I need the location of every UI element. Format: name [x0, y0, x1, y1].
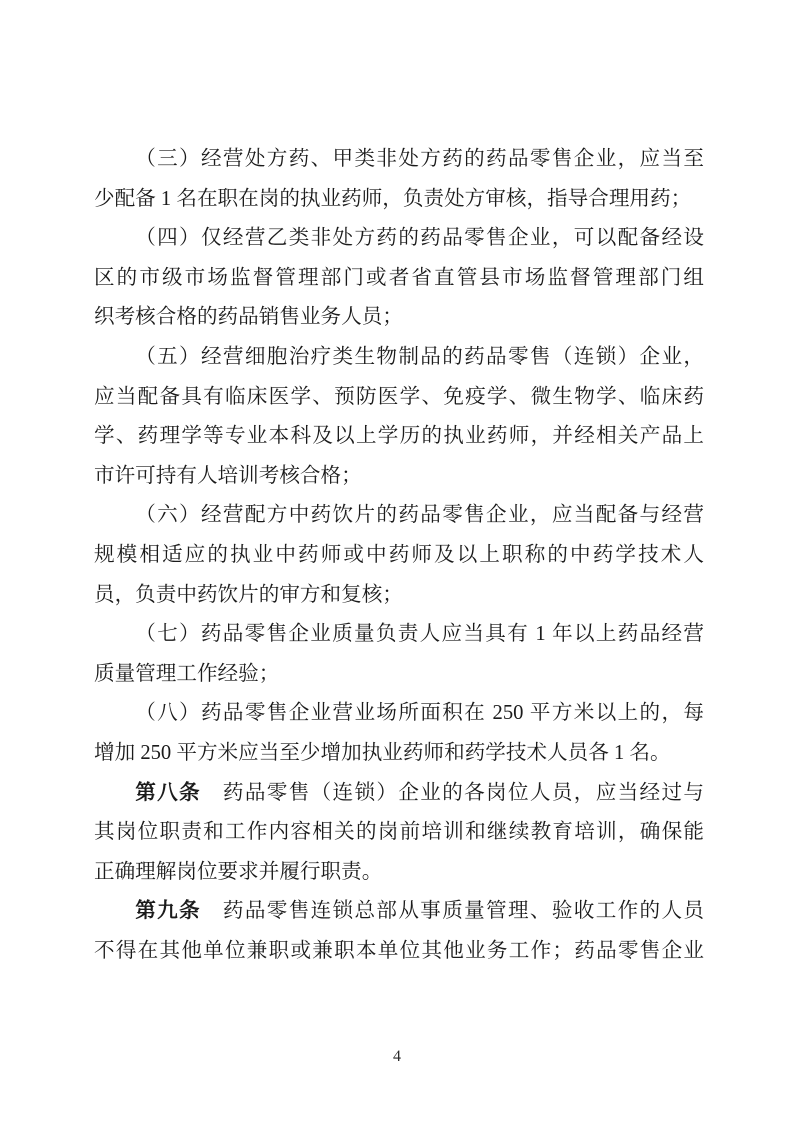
text-line [94, 774, 704, 814]
line-text: （六）经营配方中药饮片的药品零售企业，应当配备与经营 [135, 504, 704, 527]
line-text: 市许可持有人培训考核合格； [94, 464, 362, 487]
article-number: 第九条 [135, 900, 201, 923]
paragraph [94, 615, 704, 694]
text-line [94, 813, 704, 853]
line-text: 学、药理学等专业本科及以上学历的执业药师，并经相关产品上 [94, 425, 704, 448]
paragraph [94, 338, 704, 496]
text-line [94, 853, 704, 893]
text-line [94, 892, 704, 932]
text-line [94, 298, 704, 338]
line-text: 药品零售（连锁）企业的各岗位人员，应当经过与 [200, 781, 705, 804]
line-text: 少配备 1 名在职在岗的执业药师，负责处方审核，指导合理用药； [94, 187, 692, 210]
paragraph [94, 892, 704, 971]
document-body [94, 140, 704, 971]
line-text: 区的市级市场监督管理部门或者省直管县市场监督管理部门组 [94, 266, 704, 289]
text-line [94, 932, 704, 972]
line-text: 员，负责中药饮片的审方和复核； [94, 583, 403, 606]
text-line [94, 457, 704, 497]
text-line [94, 536, 704, 576]
line-text: （四）仅经营乙类非处方药的药品零售企业，可以配备经设 [135, 227, 704, 250]
line-text: （八）药品零售企业营业场所面积在 250 平方米以上的，每 [135, 702, 704, 725]
text-line [94, 259, 704, 299]
line-text: 应当配备具有临床医学、预防医学、免疫学、微生物学、临床药 [94, 385, 704, 408]
text-line [94, 140, 704, 180]
text-line [94, 694, 704, 734]
line-text: （三）经营处方药、甲类非处方药的药品零售企业，应当至 [135, 148, 704, 170]
line-text: 规模相适应的执业中药师或中药师及以上职称的中药学技术人 [94, 543, 704, 566]
line-text: 织考核合格的药品销售业务人员； [94, 306, 403, 329]
line-text: 正确理解岗位要求并履行职责。 [94, 860, 383, 883]
text-line [94, 180, 704, 220]
line-text: 其岗位职责和工作内容相关的岗前培训和继续教育培训，确保能 [94, 821, 704, 844]
text-line [94, 219, 704, 259]
paragraph [94, 774, 704, 893]
text-line [94, 576, 704, 616]
text-line [94, 338, 704, 378]
line-text: （七）药品零售企业质量负责人应当具有 1 年以上药品经营 [135, 623, 704, 646]
text-line [94, 615, 704, 655]
paragraph [94, 140, 704, 219]
page-number: 4 [393, 1048, 401, 1065]
line-text: 药品零售连锁总部从事质量管理、验收工作的人员 [200, 900, 705, 923]
text-line [94, 655, 704, 695]
text-line [94, 734, 704, 774]
article-number: 第八条 [135, 781, 201, 804]
text-line [94, 378, 704, 418]
line-text: 质量管理工作经验； [94, 662, 280, 685]
line-text: 增加 250 平方米应当至少增加执业药师和药学技术人员各 1 名。 [94, 741, 671, 764]
line-text: （五）经营细胞治疗类生物制品的药品零售（连锁）企业， [135, 345, 704, 368]
paragraph [94, 694, 704, 773]
line-text: 不得在其他单位兼职或兼职本单位其他业务工作；药品零售企业 [94, 939, 704, 962]
paragraph [94, 496, 704, 615]
paragraph [94, 219, 704, 338]
text-line [94, 417, 704, 457]
text-line [94, 496, 704, 536]
